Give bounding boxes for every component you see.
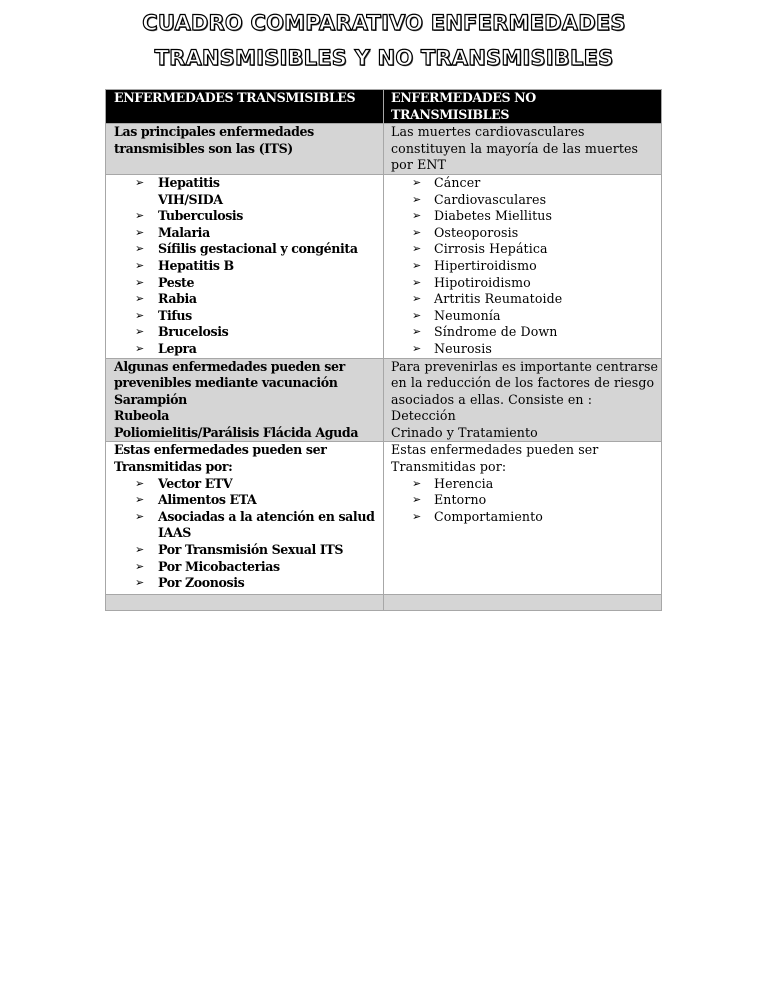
factores-list xyxy=(391,476,661,526)
text-line: prevenibles mediante vacunación xyxy=(114,375,338,391)
list-item: ➢ Sífilis gestacional y congénita xyxy=(135,241,358,257)
list-item: ➢ Hipotiroidismo xyxy=(412,274,531,290)
arrowhead-bullet-icon: ➢ xyxy=(135,258,144,272)
arrowhead-bullet-icon: ➢ xyxy=(412,275,422,289)
transmision-list xyxy=(114,476,383,592)
list-item: ➢ Entorno xyxy=(412,492,487,508)
list-item: ➢ Cirrosis Hepática xyxy=(412,241,548,257)
cell-no-transmisibles-intro xyxy=(384,124,662,175)
list-item: ➢ Rabia xyxy=(135,291,197,307)
arrowhead-bullet-icon: ➢ xyxy=(135,543,144,557)
arrowhead-bullet-icon: ➢ xyxy=(412,175,422,189)
header-col2-line: TRANSMISIBLES xyxy=(391,106,510,122)
list-item: ➢ Artritis Reumatoide xyxy=(412,291,563,307)
list-item: ➢ Alimentos ETA xyxy=(135,492,257,508)
header-col2-line: ENFERMEDADES NO xyxy=(391,90,536,105)
table-header-row xyxy=(106,90,662,124)
arrowhead-bullet-icon: ➢ xyxy=(135,509,144,523)
arrowhead-bullet-icon: ➢ xyxy=(135,175,144,189)
text-line: Estas enfermedades pueden ser xyxy=(114,442,327,458)
arrowhead-bullet-icon: ➢ xyxy=(412,341,422,355)
arrowhead-bullet-icon: ➢ xyxy=(135,476,144,490)
table-row xyxy=(106,358,662,442)
list-item: ➢ Osteoporosis xyxy=(412,224,519,240)
text-line: Crinado y Tratamiento xyxy=(391,424,538,440)
arrowhead-bullet-icon: ➢ xyxy=(412,476,422,490)
transmisibles-list xyxy=(114,175,383,358)
list-item: ➢ Cáncer xyxy=(412,174,481,190)
list-item: ➢ Neurosis xyxy=(412,340,492,356)
text-line: Transmitidas por: xyxy=(391,459,507,475)
list-item: ➢ Tuberculosis xyxy=(135,208,243,224)
list-item: ➢ Malaria xyxy=(135,224,210,240)
list-item: ➢ Brucelosis xyxy=(135,324,229,340)
arrowhead-bullet-icon: ➢ xyxy=(135,341,144,355)
arrowhead-bullet-icon: ➢ xyxy=(135,493,144,507)
list-item: VIH/SIDA xyxy=(158,191,223,207)
arrowhead-bullet-icon: ➢ xyxy=(135,275,144,289)
no-transmisibles-list xyxy=(391,175,661,358)
list-item: ➢ Hipertiroidismo xyxy=(412,257,537,273)
cell-transmisibles-prevencion xyxy=(106,358,384,442)
empty-cell xyxy=(106,594,384,610)
arrowhead-bullet-icon: ➢ xyxy=(135,576,144,590)
list-item: ➢ Peste xyxy=(135,274,195,290)
arrowhead-bullet-icon: ➢ xyxy=(412,308,422,322)
arrowhead-bullet-icon: ➢ xyxy=(135,325,144,339)
list-item: ➢ Tifus xyxy=(135,307,192,323)
text-line: asociados a ellas. Consiste en : xyxy=(391,391,593,407)
text-line: constituyen la mayoría de las muertes xyxy=(391,140,639,156)
arrowhead-bullet-icon: ➢ xyxy=(412,292,422,306)
arrowhead-bullet-icon: ➢ xyxy=(135,292,144,306)
list-item: ➢ Lepra xyxy=(135,340,197,356)
text-line: Sarampión xyxy=(114,391,187,407)
cell-transmisibles-transmision xyxy=(106,442,384,594)
text-line: por ENT xyxy=(391,157,446,173)
text-line: Algunas enfermedades pueden ser xyxy=(114,358,345,374)
text-line: Rubeola xyxy=(114,408,169,424)
list-item: ➢ Neumonía xyxy=(412,307,501,323)
arrowhead-bullet-icon: ➢ xyxy=(412,225,422,239)
document-title-line-1: CUADRO COMPARATIVO ENFERMEDADES xyxy=(142,11,626,35)
document-title-line-2: TRANSMISIBLES Y NO TRANSMISIBLES xyxy=(154,46,614,70)
arrowhead-bullet-icon: ➢ xyxy=(135,225,144,239)
list-item: ➢ Hepatitis xyxy=(135,174,220,190)
text-line: Estas enfermedades pueden ser xyxy=(391,442,599,458)
arrowhead-bullet-icon: ➢ xyxy=(135,242,144,256)
arrowhead-bullet-icon: ➢ xyxy=(412,258,422,272)
arrowhead-bullet-icon: ➢ xyxy=(135,559,144,573)
list-item: ➢ Comportamiento xyxy=(412,508,543,524)
header-transmisibles: ENFERMEDADES TRANSMISIBLES xyxy=(106,90,384,124)
arrowhead-bullet-icon: ➢ xyxy=(412,509,422,523)
cell-no-transmisibles-list xyxy=(384,174,662,358)
arrowhead-bullet-icon: ➢ xyxy=(412,242,422,256)
arrowhead-bullet-icon: ➢ xyxy=(135,209,144,223)
list-item: ➢ Vector ETV xyxy=(135,475,233,491)
list-item: ➢ Asociadas a la atención en salud xyxy=(135,508,375,524)
cell-no-transmisibles-transmision xyxy=(384,442,662,594)
text-line: transmisibles son las (ITS) xyxy=(114,140,293,156)
list-item: ➢ Por Zoonosis xyxy=(135,575,245,591)
table-row xyxy=(106,124,662,175)
list-item: ➢ Síndrome de Down xyxy=(412,324,558,340)
list-item: ➢ Por Transmisión Sexual ITS xyxy=(135,542,344,558)
list-item: ➢ Hepatitis B xyxy=(135,257,234,273)
arrowhead-bullet-icon: ➢ xyxy=(412,493,422,507)
text-line: Las principales enfermedades xyxy=(114,124,314,140)
empty-cell xyxy=(384,594,662,610)
arrowhead-bullet-icon: ➢ xyxy=(412,325,422,339)
text-line: en la reducción de los factores de riesgo xyxy=(391,375,655,391)
table-footer-row xyxy=(106,594,662,610)
list-item: IAAS xyxy=(158,525,191,541)
header-no-transmisibles xyxy=(384,90,662,124)
comparison-table xyxy=(105,89,662,611)
text-line: Detección xyxy=(391,408,456,424)
list-item: ➢ Herencia xyxy=(412,475,494,491)
text-line: Transmitidas por: xyxy=(114,459,233,475)
arrowhead-bullet-icon: ➢ xyxy=(412,192,422,206)
cell-no-transmisibles-prevencion xyxy=(384,358,662,442)
cell-transmisibles-list xyxy=(106,174,384,358)
list-item: ➢ Por Micobacterias xyxy=(135,558,280,574)
text-line: Poliomielitis/Parálisis Flácida Aguda xyxy=(114,424,359,440)
arrowhead-bullet-icon: ➢ xyxy=(412,209,422,223)
text-line: Para prevenirlas es importante centrarse xyxy=(391,358,659,374)
list-item: ➢ Cardiovasculares xyxy=(412,191,547,207)
text-line: Las muertes cardiovasculares xyxy=(391,124,585,140)
arrowhead-bullet-icon: ➢ xyxy=(135,308,144,322)
cell-transmisibles-intro xyxy=(106,124,384,175)
list-item: ➢ Diabetes Miellitus xyxy=(412,208,553,224)
table-row xyxy=(106,442,662,594)
table-row xyxy=(106,174,662,358)
